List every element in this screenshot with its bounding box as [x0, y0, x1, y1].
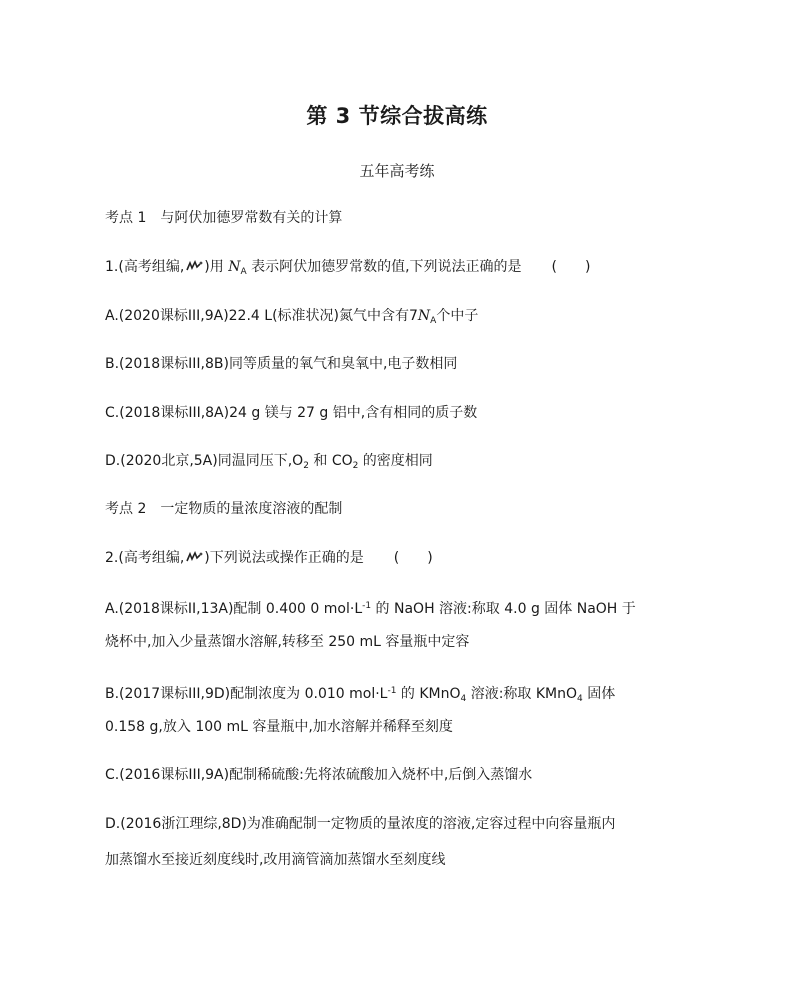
question-1-option-d: D.(2020北京,5A)同温同压下$,O_2$ 和 $CO_2$ 的密度相同	[105, 453, 433, 471]
difficulty-stars-icon	[185, 260, 203, 272]
page-title: 第 3 节综合拔高练	[306, 104, 488, 128]
question-1-option-b: B.(2018课标III,8B)同等质量的氧气和臭氧中,电子数相同	[105, 356, 458, 372]
question-2-option-d-line2: 加蒸馏水至接近刻度线时,改用滴管滴加蒸馏水至刻度线	[105, 852, 446, 868]
question-2-option-c: C.(2016课标III,9A)配制稀硫酸:先将浓硫酸加入烧杯中,后倒入蒸馏水	[105, 767, 533, 783]
section-heading-2: 考点 2 一定物质的量浓度溶液的配制	[105, 501, 343, 517]
page-subtitle: 五年高考练	[359, 162, 435, 180]
answer-blank: ( )	[551, 259, 591, 275]
question-2-option-a-line2: 烧杯中,加入少量蒸馏水溶解,转移至 250 mL 容量瓶中定容	[105, 634, 470, 650]
difficulty-stars-icon	[185, 551, 203, 563]
question-1-stem: 1.(高考组编, )用 $N_A$ 表示阿伏加德罗常数的值,下列说法正确的是 ( )	[105, 259, 591, 277]
question-2-option-b-line1: B.(2017课标III,9D)配制浓度为 0.010 $mol\cdot L^{-1}$ 的 KMnO$_4$ 溶液:称取 KMnO$_4$ 固体	[105, 686, 616, 704]
answer-blank: ( )	[393, 550, 433, 566]
question-1-option-a: A.(2020课标III,9A)22.4 L(标准状况)氮气中含有$7N_A$个中子	[105, 308, 479, 326]
question-2-stem: 2.(高考组编, )下列说法或操作正确的是 ( )	[105, 550, 433, 566]
section-heading-1: 考点 1 与阿伏加德罗常数有关的计算	[105, 210, 343, 226]
question-2-option-a-line1: A.(2018课标II,13A)配制 0.400 0 $mol\cdot L^{-1}$ 的 NaOH 溶液:称取 4.0 g 固体 NaOH 于	[105, 601, 636, 617]
question-2-option-b-line2: 0.158 g,放入 100 mL 容量瓶中,加水溶解并稀释至刻度	[105, 719, 453, 735]
question-1-option-c: C.(2018课标III,8A)24 g 镁与 27 g 铝中,含有相同的质子数	[105, 405, 478, 421]
question-2-option-d-line1: D.(2016浙江理综,8D)为准确配制一定物质的量浓度的溶液,定容过程中向容量瓶内	[105, 816, 616, 832]
